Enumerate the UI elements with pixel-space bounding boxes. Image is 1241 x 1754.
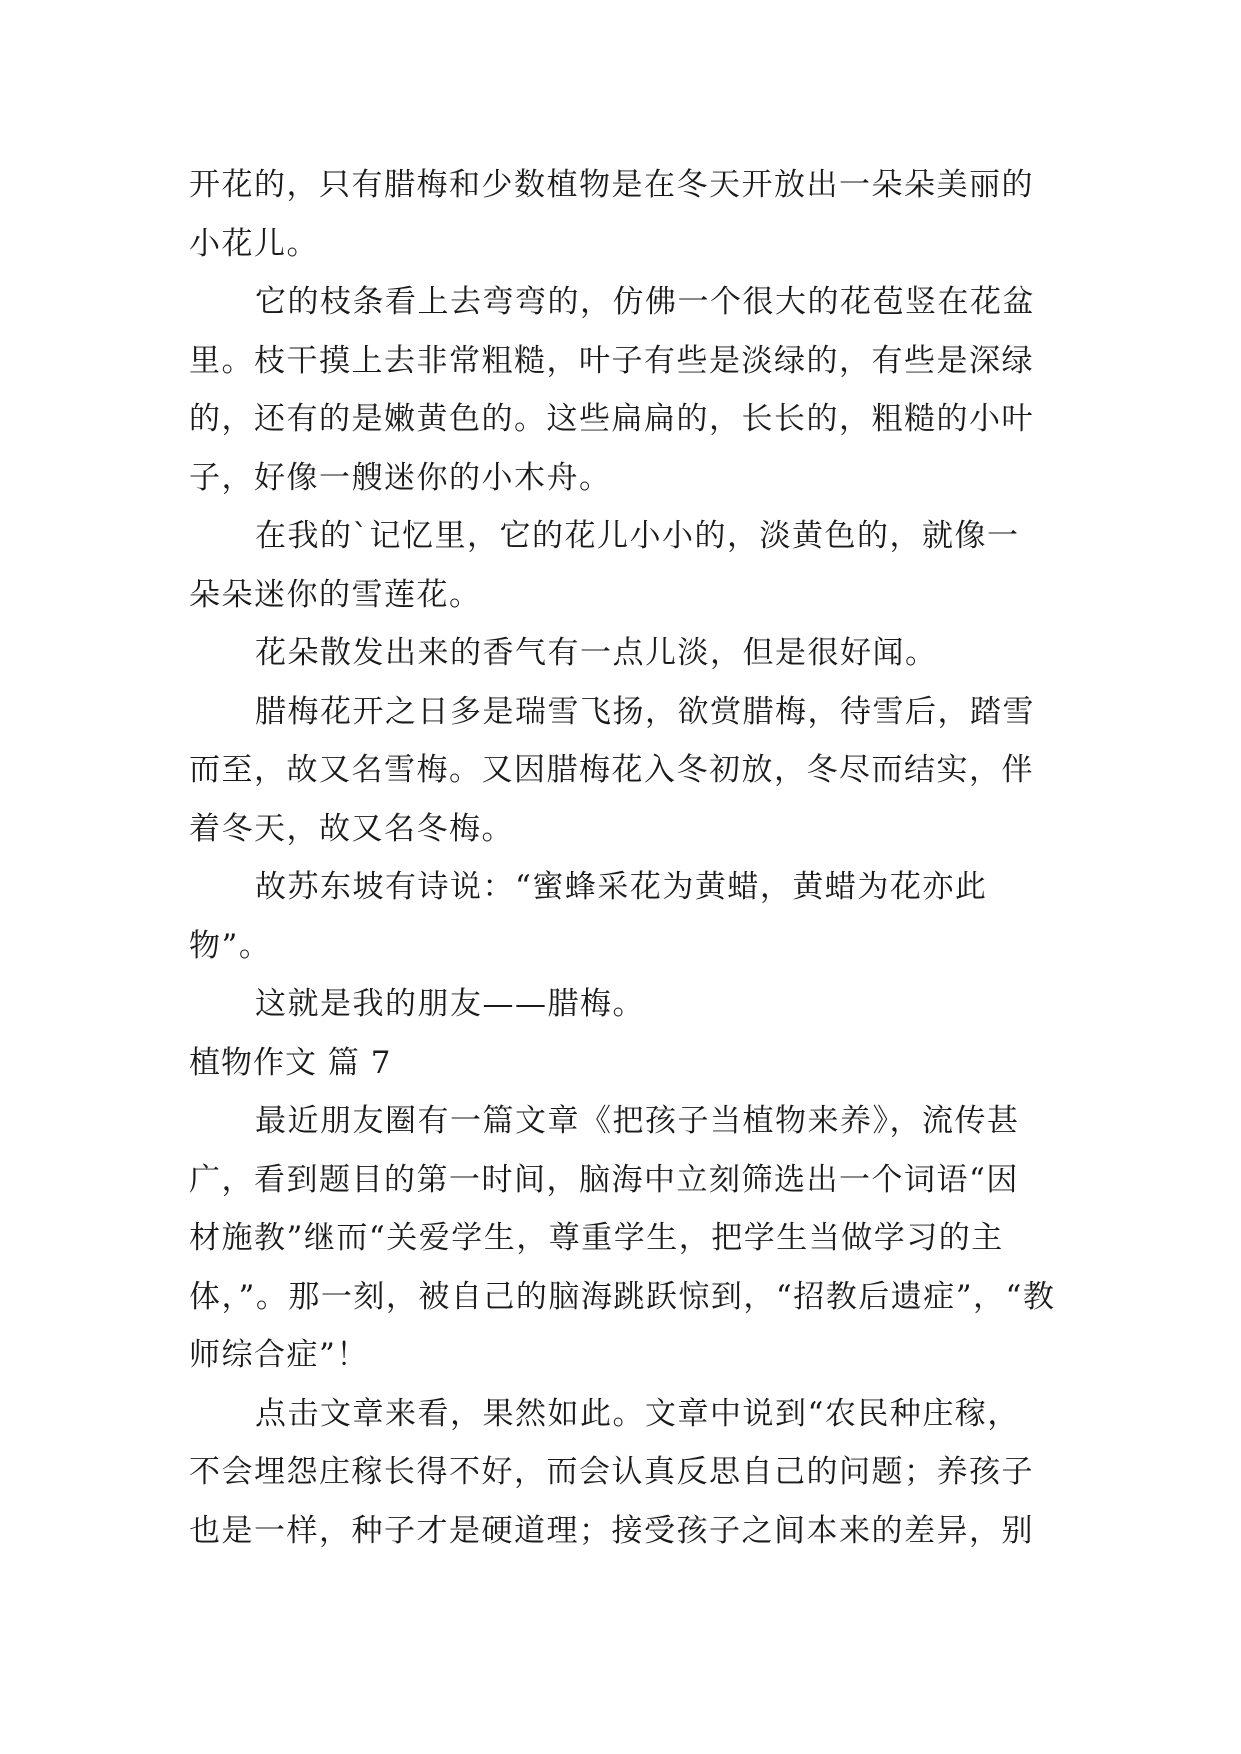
paragraph-start: 这就是我的朋友——腊梅。 (255, 986, 645, 1022)
paragraph-start: 点击文章来看，果然如此。文章中说到“农民种庄稼， (255, 1395, 1020, 1432)
text-line: 广，看到题目的第一时间，脑海中立刻筛选出一个词语“因 (189, 1161, 1019, 1198)
text-line: 着冬天，故又名冬梅。 (189, 810, 514, 847)
document-body (189, 156, 1056, 1560)
text-line: 物”。 (189, 927, 272, 964)
text-line: 开花的，只有腊梅和少数植物是在冬天开放出一朵朵美丽的 (189, 167, 1034, 203)
paragraph-start: 在我的`记忆里，它的花儿小小的，淡黄色的，就像一 (255, 518, 1020, 554)
text-line: 体，”。那一刻，被自己的脑海跳跃惊到，“招教后遗症”，“教 (189, 1278, 1056, 1315)
text-line: 材施教”继而“关爱学生，尊重学生，把学生当做学习的主 (189, 1220, 1004, 1256)
paragraph-start: 故苏东坡有诗说：“蜜蜂采花为黄蜡，黄蜡为花亦此 (255, 869, 988, 905)
text-line: 朵朵迷你的雪莲花。 (189, 576, 482, 613)
section-heading: 植物作文 篇 7 (189, 1044, 392, 1081)
text-line: 不会埋怨庄稼长得不好，而会认真反思自己的问题；养孩子 (189, 1454, 1034, 1490)
paragraph-start: 最近朋友圈有一篇文章《把孩子当植物来养》，流传甚 (255, 1103, 1020, 1139)
text-line: 里。枝干摸上去非常粗糙，叶子有些是淡绿的，有些是深绿 (189, 342, 1034, 379)
text-line: 的，还有的是嫩黄色的。这些扁扁的，长长的，粗糙的小叶 (189, 401, 1034, 437)
text-line: 子，好像一艘迷你的小木舟。 (189, 459, 612, 496)
text-line: 师综合症”！ (189, 1337, 369, 1373)
paragraph-start: 它的枝条看上去弯弯的，仿佛一个很大的花苞竖在花盆 (255, 284, 1035, 320)
text-line: 小花儿。 (189, 225, 319, 262)
text-line: 而至，故又名雪梅。又因腊梅花入冬初放，冬尽而结实，伴 (189, 752, 1034, 788)
text-line: 也是一样，种子才是硬道理；接受孩子之间本来的差异，别 (189, 1512, 1034, 1549)
paragraph-start: 腊梅花开之日多是瑞雪飞扬，欲赏腊梅，待雪后，踏雪 (255, 693, 1035, 730)
paragraph-start: 花朵散发出来的香气有一点儿淡，但是很好闻。 (255, 635, 938, 671)
